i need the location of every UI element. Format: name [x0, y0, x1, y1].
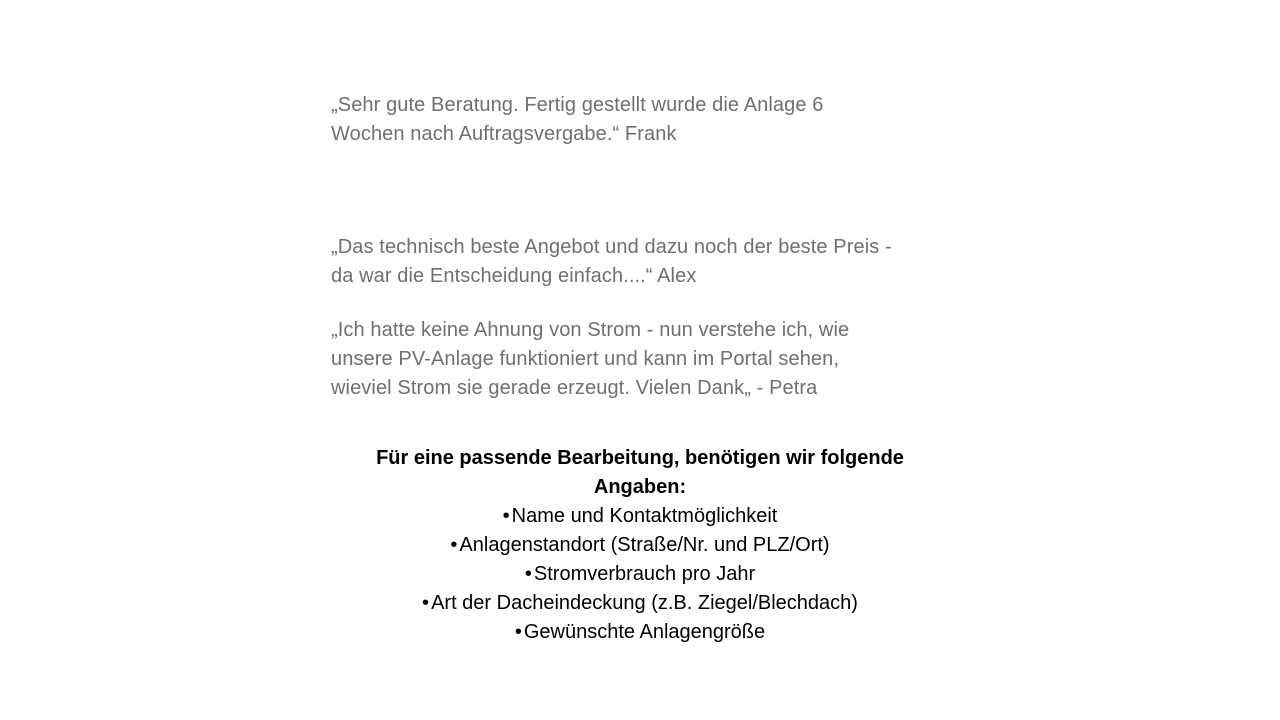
bullet-icon: •	[422, 592, 430, 614]
testimonial-petra	[331, 316, 951, 403]
required-info-heading-cont: Angaben:	[593, 476, 687, 498]
bullet-icon: •	[450, 534, 458, 556]
testimonial-line: wieviel Strom sie gerade erzeugt. Vielen Dank„ - Petra	[331, 377, 818, 399]
list-item-text: Name und Kontaktmöglichkeit	[511, 505, 778, 527]
testimonial-line: da war die Entscheidung einfach....“ Alex	[331, 265, 697, 287]
list-item-text: Stromverbrauch pro Jahr	[533, 563, 756, 585]
testimonial-line: „Ich hatte keine Ahnung von Strom - nun verstehe ich, wie	[331, 319, 850, 341]
bullet-icon: •	[514, 621, 522, 643]
testimonial-alex	[331, 233, 951, 291]
bullet-icon: •	[502, 505, 510, 527]
list-item	[330, 618, 950, 647]
required-info-heading: Für eine passende Bearbeitung, benötigen wir folgende	[376, 447, 904, 469]
list-item	[330, 589, 950, 618]
testimonial-frank	[331, 91, 951, 149]
list-item-text: Gewünschte Anlagengröße	[523, 621, 766, 643]
testimonial-line: „Das technisch beste Angebot und dazu noch der beste Preis -	[331, 236, 892, 258]
list-item-text: Anlagenstandort (Straße/Nr. und PLZ/Ort)	[459, 534, 830, 556]
bullet-icon: •	[524, 563, 532, 585]
testimonial-line: Wochen nach Auftragsvergabe.“ Frank	[331, 123, 677, 145]
list-item-text: Art der Dacheindeckung (z.B. Ziegel/Blechdach)	[431, 592, 858, 614]
required-info-list	[330, 502, 950, 647]
list-item	[330, 560, 950, 589]
list-item	[330, 502, 950, 531]
testimonial-line: unsere PV-Anlage funktioniert und kann im Portal sehen,	[331, 348, 840, 370]
required-info-section	[330, 444, 950, 647]
testimonial-line: „Sehr gute Beratung. Fertig gestellt wurde die Anlage 6	[331, 94, 824, 116]
list-item	[330, 531, 950, 560]
